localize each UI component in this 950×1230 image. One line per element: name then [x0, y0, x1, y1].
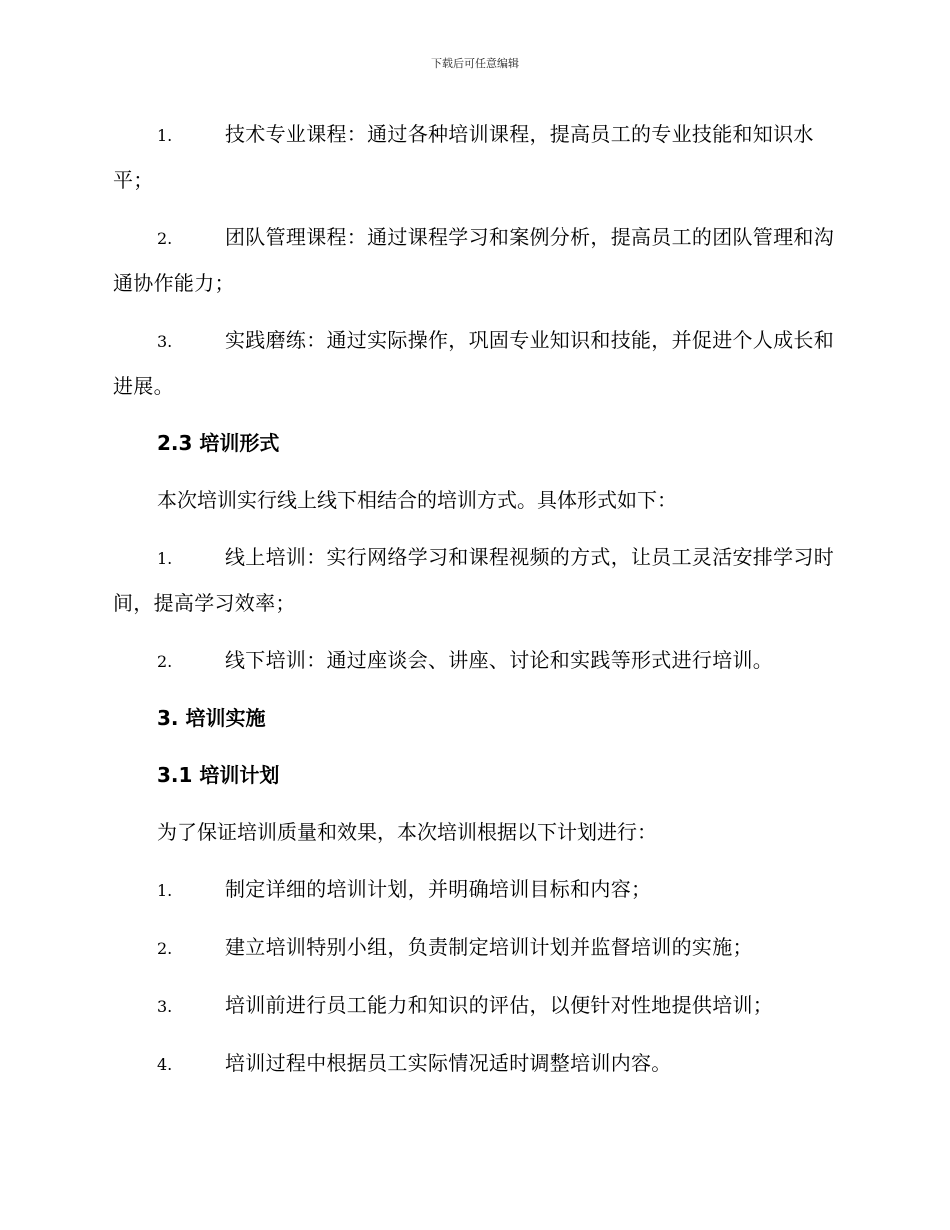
list-number: 2. [157, 939, 173, 958]
list-number: 2. [157, 652, 173, 671]
section-heading: 3. 培训实施 [157, 706, 266, 730]
list-item [113, 535, 835, 626]
list-item [113, 1041, 835, 1087]
list-text: 技术专业课程：通过各种培训课程，提高员工的专业技能和知识水平； [113, 122, 814, 192]
list-text: 培训过程中根据员工实际情况适时调整培训内容。 [225, 1051, 672, 1075]
list-text: 实践磨练：通过实际操作，巩固专业知识和技能，并促进个人成长和进展。 [113, 328, 834, 398]
list-item [113, 318, 835, 409]
list-number: 3. [157, 332, 173, 351]
list-text: 线下培训：通过座谈会、讲座、讨论和实践等形式进行培训。 [225, 648, 774, 672]
list-text: 团队管理课程：通过课程学习和案例分析，提高员工的团队管理和沟通协作能力； [113, 225, 834, 295]
list-item [113, 215, 835, 306]
list-item [113, 925, 835, 971]
list-text: 制定详细的培训计划，并明确培训目标和内容； [225, 877, 652, 901]
section-heading: 2.3 培训形式 [157, 431, 280, 455]
list-item [113, 983, 835, 1029]
list-number: 1. [157, 126, 173, 145]
paragraph: 本次培训实行线上线下相结合的培训方式。具体形式如下： [157, 488, 677, 512]
list-number: 1. [157, 881, 173, 900]
list-number: 2. [157, 229, 173, 248]
list-item [113, 867, 835, 913]
list-item [113, 638, 835, 684]
list-item [113, 112, 835, 203]
header-note: 下载后可任意编辑 [431, 57, 519, 70]
list-number: 1. [157, 549, 173, 568]
section-heading: 3.1 培训计划 [157, 763, 280, 787]
list-text: 线上培训：实行网络学习和课程视频的方式，让员工灵活安排学习时间，提高学习效率； [113, 545, 834, 615]
list-text: 培训前进行员工能力和知识的评估，以便针对性地提供培训； [225, 993, 774, 1017]
list-number: 3. [157, 997, 173, 1016]
list-number: 4. [157, 1055, 173, 1074]
list-text: 建立培训特别小组，负责制定培训计划并监督培训的实施； [225, 935, 753, 959]
document-body [113, 112, 835, 1099]
paragraph: 为了保证培训质量和效果，本次培训根据以下计划进行： [157, 820, 657, 844]
